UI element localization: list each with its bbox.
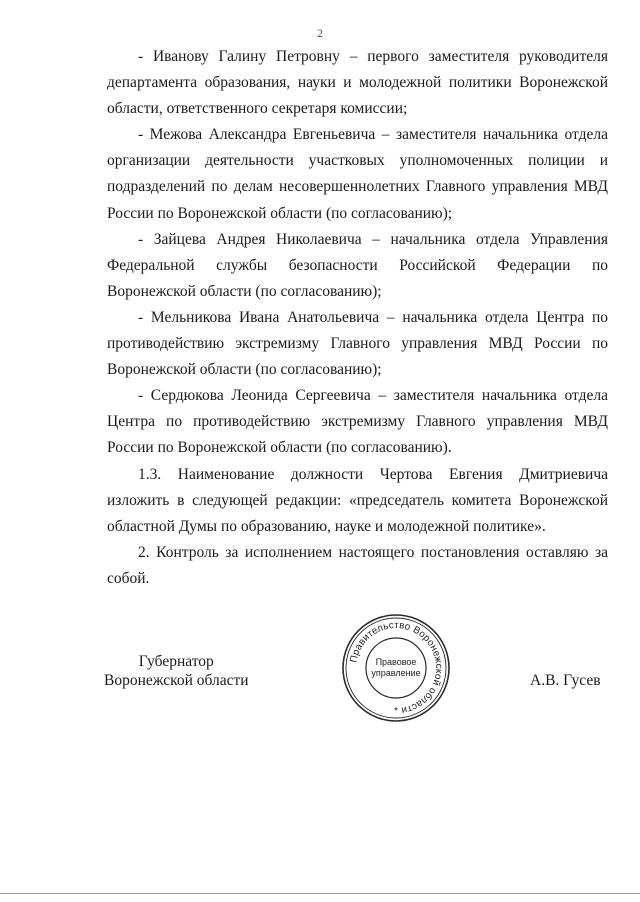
list-item-mezhov: - Межова Александра Евгеньевича – заместителя начальника отдела организации деятельности участковых уполномоченных полиции и подразделений по делам несовершеннолетних Главного управления МВД России по Воронежской области (по согласованию); [107, 126, 608, 222]
document-body [107, 44, 608, 592]
signatory-title-line1: Губернатор [138, 653, 214, 670]
signatory-name: А.В. Гусев [530, 672, 601, 689]
stamp-center-line2: управление [371, 668, 421, 678]
list-item-serdyukov: - Сердюкова Леонида Сергеевича – заместителя начальника отдела Центра по противодействию экстремизму Главного управления МВД России по Воронежской области (по согласованию). [107, 387, 608, 457]
signatory-title [104, 652, 249, 690]
bottom-divider [0, 893, 640, 894]
stamp-ring-text: Правительство Воронежской области [348, 619, 445, 716]
page-number: 2 [317, 26, 323, 40]
list-item-zaitsev: - Зайцева Андрея Николаевича – начальника отдела Управления Федеральной службы безопасности Российской Федерации по Воронежской области (по согласованию); [107, 230, 608, 300]
clause-1-3: 1.3. Наименование должности Чертова Евгения Дмитриевича изложить в следующей редакции: «председатель комитета Воронежской областной Думы по образованию, науке и молодежной политике». [107, 465, 608, 535]
signature-block [0, 619, 640, 740]
list-item-melnikov: - Мельникова Ивана Анатольевича – начальника отдела Центра по противодействию экстремизму Главного управления МВД России по Воронежской области (по согласованию); [107, 308, 608, 379]
stamp-center-line1: Правовое [375, 657, 417, 667]
official-seal-stamp [338, 610, 454, 726]
stamp-star-icon: * [394, 706, 398, 717]
signatory-title-line2: Воронежской области [104, 672, 249, 689]
list-item-ivanova: - Иванову Галину Петровну – первого заместителя руководителя департамента образования, науки и молодежной политики Воронежской области, ответственного секретаря комиссии; [107, 48, 608, 118]
clause-2: 2. Контроль за исполнением настоящего постановления оставляю за собой. [107, 543, 608, 587]
